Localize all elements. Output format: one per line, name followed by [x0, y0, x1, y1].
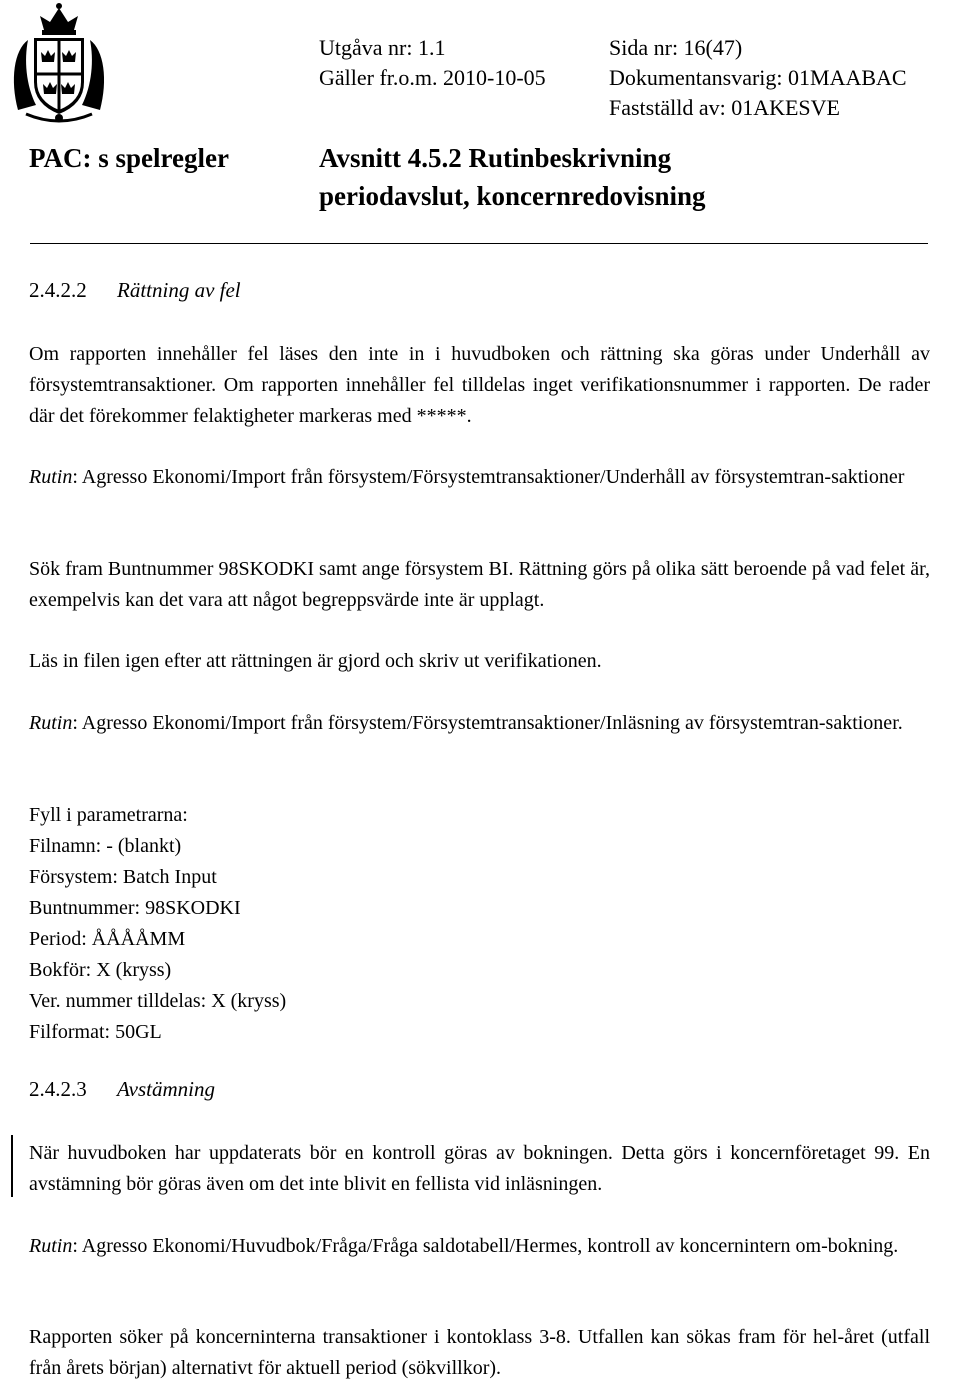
param-buntnummer: Buntnummer: 98SKODKI: [29, 897, 241, 919]
crown-shield-icon: [6, 0, 112, 125]
section-title-line1: Avsnitt 4.5.2 Rutinbeskrivning: [319, 143, 672, 173]
valid-from-date: Gäller fr.o.m. 2010-10-05: [319, 65, 546, 90]
heading-title: Avstämning: [117, 1077, 215, 1101]
paragraph-reconciliation-intro: När huvudboken har uppdaterats bör en kontroll göras av bokningen. Detta görs i koncernföretaget 99. En avstämning bör göras även om det inte blivit en fellista vid inläsningen.: [29, 1142, 930, 1195]
heading-title: Rättning av fel: [117, 278, 241, 302]
rutin-path: : Agresso Ekonomi/Huvudbok/Fråga/Fråga saldotabell/Hermes, kontroll av koncernintern om-bokning.: [72, 1235, 899, 1257]
page-number: Sida nr: 16(47): [609, 35, 743, 60]
paragraph-search-batch: Sök fram Buntnummer 98SKODKI samt ange försystem BI. Rättning görs på olika sätt beroende på vad felet är, exempelvis kan det vara att något begreppsvärde inte är upplagt.: [29, 558, 930, 611]
parameters-title: Fyll i parametrarna:: [29, 804, 188, 826]
paragraph-report-search: Rapporten söker på koncerninterna transaktioner i kontoklass 3-8. Utfallen kan sökas fram för hel-året (utfall från årets början) alternativt för aktuell period (sökvillkor).: [29, 1326, 930, 1379]
rutin-label: Rutin: [29, 466, 73, 488]
section-title-line2: periodavslut, koncernredovisning: [319, 181, 706, 211]
heading-2-4-2-2: [29, 278, 241, 303]
param-forsystem: Försystem: Batch Input: [29, 866, 217, 888]
rutin-label: Rutin: [29, 712, 73, 734]
paragraph-reread-file: Läs in filen igen efter att rättningen är gjord och skriv ut verifikationen.: [29, 650, 602, 672]
heading-2-4-2-3: [29, 1077, 215, 1102]
heading-number: 2.4.2.3: [29, 1077, 87, 1101]
header-divider: [30, 243, 928, 244]
coat-of-arms-logo: [6, 0, 112, 125]
param-vernummer: Ver. nummer tilldelas: X (kryss): [29, 990, 287, 1012]
param-period: Period: ÅÅÅÅMM: [29, 928, 186, 950]
paragraph-rutin-huvudbok: [29, 1231, 930, 1262]
paragraph-error-intro: Om rapporten innehåller fel läses den inte in i huvudboken och rättning ska göras under Underhåll av försystemtransaktioner. Om rapporten innehåller fel tilldelas inget verifikationsnummer i rapporten. De rader där det förekommer felaktigheter markeras med *****.: [29, 343, 930, 427]
rutin-path: : Agresso Ekonomi/Import från försystem/Försystemtransaktioner/Underhåll av försystemtran-saktioner: [72, 466, 905, 488]
revision-change-bar: [11, 1135, 13, 1197]
heading-number: 2.4.2.2: [29, 278, 87, 302]
param-filnamn: Filnamn: - (blankt): [29, 835, 182, 857]
document-title: PAC: s spelregler: [29, 143, 229, 173]
paragraph-rutin-underhall: [29, 462, 930, 493]
paragraph-rutin-inlasning: [29, 708, 930, 739]
approved-by: Fastställd av: 01AKESVE: [609, 95, 840, 120]
rutin-label: Rutin: [29, 1235, 73, 1257]
rutin-path: : Agresso Ekonomi/Import från försystem/Försystemtransaktioner/Inläsning av försystemtran-saktioner.: [72, 712, 903, 734]
param-bokfor: Bokför: X (kryss): [29, 959, 172, 981]
edition-number: Utgåva nr: 1.1: [319, 35, 446, 60]
param-filformat: Filformat: 50GL: [29, 1021, 162, 1043]
document-owner: Dokumentansvarig: 01MAABAC: [609, 65, 907, 90]
